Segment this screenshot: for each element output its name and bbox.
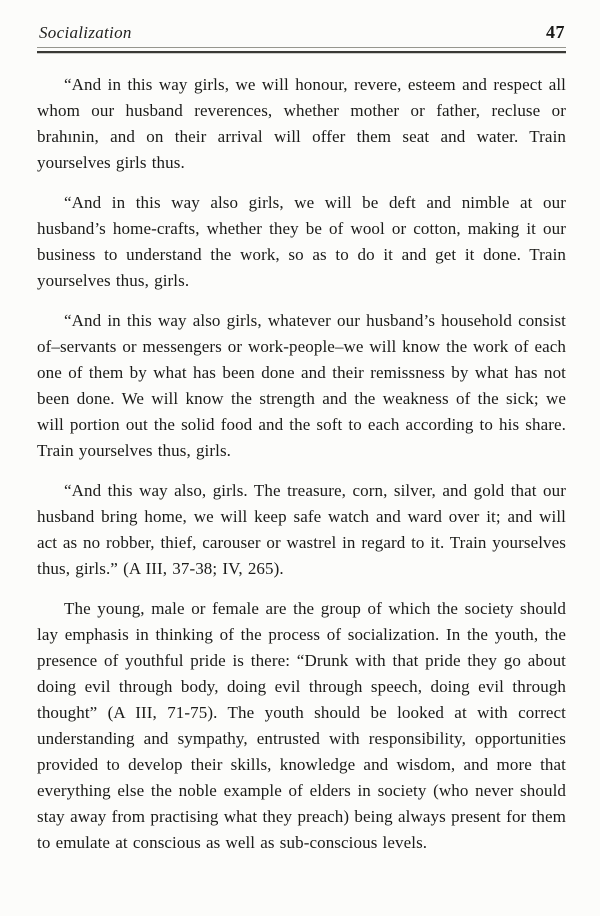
running-head-title: Socialization <box>39 23 132 42</box>
paragraph-treasure-citation: “And this way also, girls. The treasure, corn, silver, and gold that our husband bring home, we will keep safe watch and ward over it; and will act as no robber, thief, carouser or wastrel in regard to it. Train yourselves thus, girls.” (A III, 37-38; IV, 265). <box>37 481 566 578</box>
page-body <box>37 72 566 856</box>
paragraph-honour-revere: “And in this way girls, we will honour, revere, esteem and respect all whom our husband reverences, whether mother or father, recluse or brahınin, and on their arrival will offer them seat and water. Train yourselves girls thus. <box>37 75 566 172</box>
paragraph-home-crafts: “And in this way also girls, we will be deft and nimble at our husband’s home-crafts, whether they be of wool or cotton, making it our business to understand the work, so as to do it and get it done. Train yourselves thus, girls. <box>37 193 566 290</box>
paragraph-household-servants: “And in this way also girls, whatever our husband’s household consist of–servants or messengers or work-people–we will know the work of each one of them by what has been done and their remissness by what has not been done. We will know the strength and the weakness of the sick; we will portion out the solid food and the soft to each according to his share. Train yourselves thus, girls. <box>37 311 566 460</box>
running-head <box>37 22 566 43</box>
paragraph-youth-socialization: The young, male or female are the group of which the society should lay emphasis in thinking of the process of socialization. In the youth, the presence of youthful pride is there: “Drunk with that pride they go about doing evil through body, doing evil through speech, doing evil through thought” (A III, 71-75). The youth should be looked at with correct understanding and sympathy, entrusted with responsibility, opportunities provided to develop their skills, knowledge and wisdom, and more that everything else the noble example of elders in society (who never should stay away from practising what they preach) being always present for them to emulate at conscious as well as sub-conscious levels. <box>37 599 566 852</box>
header-rule-thick <box>37 51 566 53</box>
page-number: 47 <box>546 22 565 42</box>
header-rule-thin <box>37 47 566 48</box>
